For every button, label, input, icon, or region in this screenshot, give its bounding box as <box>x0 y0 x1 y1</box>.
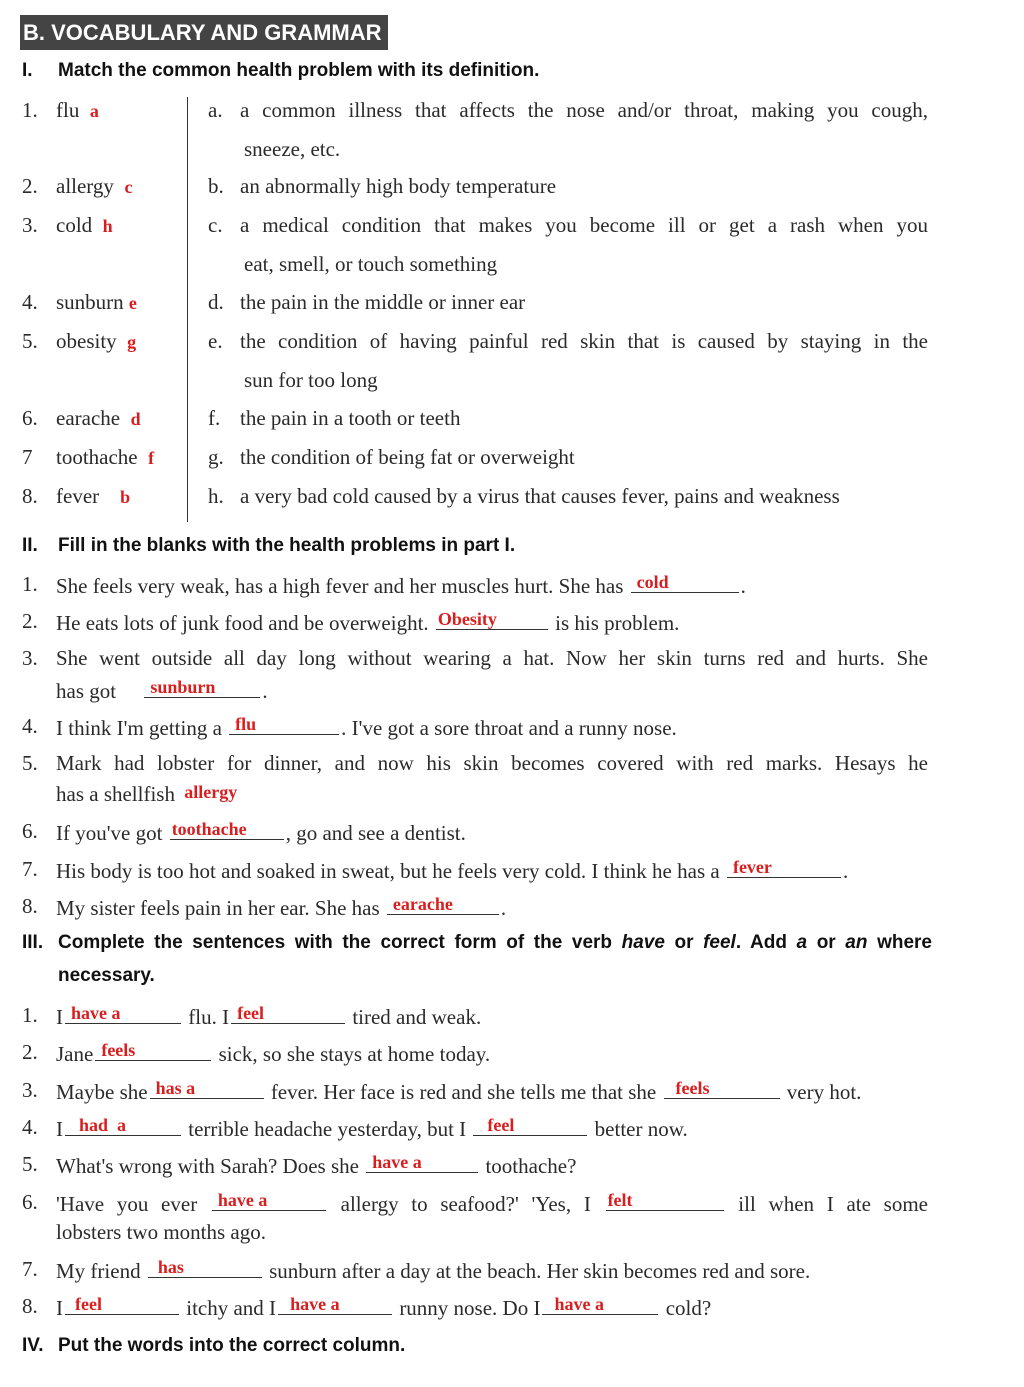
sentence-number: 5. <box>22 751 38 775</box>
answer-blank[interactable] <box>727 857 841 878</box>
answer-text: has a <box>155 1078 196 1098</box>
def-text-cont: sun for too long <box>244 368 378 392</box>
def-text: a common illness that affects the nose and/or throat, making you cough, <box>240 98 928 122</box>
sentence-number: 4. <box>22 1115 38 1139</box>
answer-blank[interactable] <box>631 572 739 593</box>
answer-text: have a <box>217 1190 268 1210</box>
sentence-number: 7. <box>22 857 38 881</box>
def-text: the condition of having painful red skin that is caused by staying in the <box>240 329 928 353</box>
item-answer: c <box>124 177 133 197</box>
verb-sentence-cont: lobsters two months ago. <box>56 1220 266 1244</box>
sentence-number: 1. <box>22 572 38 596</box>
answer-blank[interactable] <box>95 1040 211 1061</box>
answer-blank[interactable] <box>366 1152 478 1173</box>
answer-blank[interactable] <box>150 1078 264 1099</box>
part4-heading <box>22 1335 722 1361</box>
part3-roman: III. <box>22 932 44 953</box>
item-number: 4. <box>22 290 38 314</box>
def-text-cont: eat, smell, or touch something <box>244 252 498 276</box>
answer-text: have a <box>554 1294 604 1314</box>
sentence-number: 6. <box>22 819 38 843</box>
answer-blank[interactable] <box>664 1078 780 1099</box>
answer-text: have a <box>290 1294 340 1314</box>
answer-text: feel <box>237 1003 265 1023</box>
item-number: 6. <box>22 406 38 430</box>
answer-text: cold <box>636 572 669 592</box>
sentence-text: His body is too hot and soaked in sweat, but he feels very cold. I think he has a fever . <box>56 857 849 883</box>
sentence-text: What's wrong with Sarah? Does she have a toothache? <box>56 1152 577 1178</box>
sentence-text: She feels very weak, has a high fever and her muscles hurt. She has cold . <box>56 572 746 598</box>
answer-text: feel <box>75 1294 102 1314</box>
sentence-text: Jane feels sick, so she stays at home today. <box>56 1040 491 1066</box>
part1-heading <box>22 60 722 86</box>
answer-text: sunburn <box>150 677 216 697</box>
section-title: B. VOCABULARY AND GRAMMAR <box>20 15 388 50</box>
answer-text: feels <box>675 1078 710 1098</box>
answer-text: allergy <box>184 782 238 802</box>
part3-heading-text: Complete the sentences with the correct form of the verb have or feel. Add a or an where <box>58 932 932 953</box>
answer-blank[interactable] <box>606 1190 724 1211</box>
sentence-text: Maybe she has a fever. Her face is red and she tells me that she feels very hot. <box>56 1078 862 1104</box>
answer-text: toothache <box>171 819 247 839</box>
item-number: 3. <box>22 213 38 237</box>
answer-blank[interactable] <box>231 1003 345 1024</box>
part2-roman: II. <box>22 535 38 556</box>
match-divider <box>187 97 188 522</box>
answer-blank[interactable] <box>148 1257 262 1278</box>
sentence-number: 5. <box>22 1152 38 1176</box>
sentence-text: I had a terrible headache yesterday, but I feel better now. <box>56 1115 688 1141</box>
item-answer: b <box>120 487 131 507</box>
item-word: sunburn e <box>56 290 137 314</box>
item-answer: g <box>127 332 137 352</box>
def-text: the condition of being fat or overweight <box>240 445 575 469</box>
item-word: toothache f <box>56 445 155 469</box>
sentence-text: If you've got toothache , go and see a dentist. <box>56 819 466 845</box>
answer-blank[interactable] <box>229 714 339 735</box>
sentence-text: Mark had lobster for dinner, and now his skin becomes covered with red marks. Hesays he <box>56 751 928 775</box>
sentence-number: 3. <box>22 1078 38 1102</box>
item-word: flu a <box>56 98 99 122</box>
item-answer: a <box>89 101 99 121</box>
item-number: 7 <box>22 445 33 469</box>
part2-heading-text: Fill in the blanks with the health problems in part I. <box>58 535 516 556</box>
item-answer: h <box>102 216 113 236</box>
answer-blank[interactable] <box>65 1003 181 1024</box>
part3-heading-cont: necessary. <box>58 965 155 986</box>
def-letter: g. <box>208 445 224 469</box>
item-word: obesity g <box>56 329 137 353</box>
sentence-number: 4. <box>22 714 38 738</box>
sentence-number: 8. <box>22 1294 38 1318</box>
part2-heading <box>22 535 722 561</box>
item-number: 8. <box>22 484 38 508</box>
sentence-number: 1. <box>22 1003 38 1027</box>
sentence-number: 7. <box>22 1257 38 1281</box>
answer-blank[interactable] <box>65 1294 179 1315</box>
item-answer: d <box>130 409 141 429</box>
item-number: 5. <box>22 329 38 353</box>
sentence-number: 2. <box>22 609 38 633</box>
item-answer: e <box>128 293 137 313</box>
answer-blank[interactable] <box>473 1115 587 1136</box>
sentence-text: I feel itchy and I have a runny nose. Do I have a cold? <box>56 1294 712 1320</box>
answer-text: has <box>157 1257 184 1277</box>
def-text: the pain in the middle or inner ear <box>240 290 526 314</box>
sentence-number: 6. <box>22 1190 38 1214</box>
answer-text: felt <box>607 1190 633 1210</box>
def-text: the pain in a tooth or teeth <box>240 406 461 430</box>
answer-text: fever <box>732 857 772 877</box>
answer-blank[interactable] <box>542 1294 658 1315</box>
answer-text: Obesity <box>437 609 497 629</box>
def-letter: a. <box>208 98 223 122</box>
def-letter: h. <box>208 484 224 508</box>
item-word: cold h <box>56 213 113 237</box>
answer-text: feels <box>101 1040 136 1060</box>
answer-blank[interactable] <box>436 609 548 630</box>
def-letter: b. <box>208 174 224 198</box>
def-letter: f. <box>208 406 221 430</box>
sentence-number: 3. <box>22 646 38 670</box>
item-word: fever b <box>56 484 131 508</box>
sentence-text: I think I'm getting a flu . I've got a sore throat and a runny nose. <box>56 714 677 740</box>
fill-sentence-cont: has a shellfish allergy <box>56 782 238 806</box>
answer-text: have a <box>372 1152 422 1172</box>
answer-blank[interactable] <box>170 819 284 840</box>
answer-text: earache <box>392 894 453 914</box>
sentence-number: 2. <box>22 1040 38 1064</box>
answer-text: feel <box>487 1115 515 1135</box>
answer-blank[interactable] <box>65 1115 181 1136</box>
answer-blank[interactable] <box>278 1294 392 1315</box>
answer-text: flu <box>235 714 257 734</box>
def-letter: e. <box>208 329 223 353</box>
sentence-number: 8. <box>22 894 38 918</box>
part4-heading-text: Put the words into the correct column. <box>58 1335 406 1356</box>
def-text: a medical condition that makes you become ill or get a rash when you <box>240 213 928 237</box>
answer-blank[interactable] <box>144 677 260 698</box>
item-answer: f <box>148 448 155 468</box>
def-text: an abnormally high body temperature <box>240 174 557 198</box>
def-text-cont: sneeze, etc. <box>244 137 341 161</box>
sentence-text: I have a flu. I feel tired and weak. <box>56 1003 482 1029</box>
sentence-text: My sister feels pain in her ear. She has earache . <box>56 894 507 920</box>
sentence-text: She went outside all day long without wearing a hat. Now her skin turns red and hurts. She <box>56 646 928 670</box>
answer-blank[interactable] <box>387 894 499 915</box>
item-word: earache d <box>56 406 141 430</box>
part4-roman: IV. <box>22 1335 44 1356</box>
sentence-text: He eats lots of junk food and be overweight. Obesity is his problem. <box>56 609 680 635</box>
answer-blank[interactable] <box>212 1190 326 1211</box>
item-number: 2. <box>22 174 38 198</box>
part3-heading <box>22 932 932 958</box>
fill-sentence-cont: has got sunburn . <box>56 677 268 703</box>
sentence-text: 'Have you ever have a allergy to seafood?' 'Yes, I felt ill when I ate some <box>56 1190 928 1216</box>
part1-heading-text: Match the common health problem with its definition. <box>58 60 540 81</box>
part1-roman: I. <box>22 60 33 81</box>
def-text: a very bad cold caused by a virus that causes fever, pains and weakness <box>240 484 840 508</box>
item-number: 1. <box>22 98 38 122</box>
def-letter: d. <box>208 290 224 314</box>
item-word: allergy c <box>56 174 133 198</box>
sentence-text: My friend has sunburn after a day at the beach. Her skin becomes red and sore. <box>56 1257 811 1283</box>
answer-text: had a <box>79 1115 127 1135</box>
answer-text: have a <box>71 1003 121 1023</box>
def-letter: c. <box>208 213 223 237</box>
